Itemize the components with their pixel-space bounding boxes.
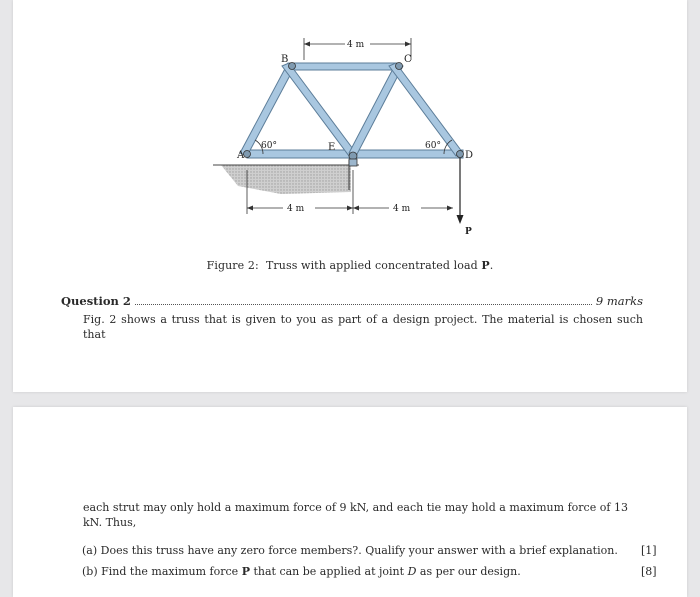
label-c: C — [404, 54, 412, 65]
label-angle-left: 60° — [261, 141, 277, 151]
load-arrow-head — [457, 215, 464, 224]
label-dim-bottom-left: 4 m — [287, 204, 305, 214]
roller-support — [349, 159, 357, 166]
label-load: P — [465, 227, 472, 237]
part-b — [82, 565, 521, 578]
figure-caption — [13, 259, 687, 272]
part-b-bold: P — [241, 565, 250, 578]
dim-top-arrow-right — [405, 42, 411, 47]
dim-bottom-arrow-d — [447, 206, 453, 211]
part-a-label: (a) — [82, 544, 98, 557]
caption-suffix: . — [489, 259, 494, 272]
dim-bottom-arrow-e-left — [347, 206, 353, 211]
part-b-text-before: Find the maximum force — [101, 565, 239, 578]
caption-text: Truss with applied concentrated load — [265, 259, 478, 272]
truss-figure — [13, 0, 687, 250]
part-b-marks: [8] — [641, 565, 657, 578]
member-be — [282, 63, 356, 156]
label-d: D — [465, 150, 474, 161]
question-continuation: each strut may only hold a maximum force of 9 kN, and each tie may hold a maximum force of 13 kN. Thus, — [83, 501, 628, 529]
member-ec — [349, 63, 403, 156]
question-label: Question 2 — [61, 294, 131, 308]
member-top-chord — [289, 63, 398, 70]
part-a — [82, 544, 618, 557]
question-header — [61, 294, 643, 308]
ground-hatch — [221, 165, 351, 194]
joint-d — [457, 151, 464, 158]
label-e: E — [328, 142, 336, 153]
page-1 — [13, 0, 687, 392]
dim-bottom-arrow-a — [247, 206, 253, 211]
part-b-label: (b) — [82, 565, 98, 578]
part-b-italic: D — [407, 565, 417, 578]
label-dim-top: 4 m — [347, 40, 365, 50]
label-b: B — [281, 54, 289, 65]
joint-c — [396, 63, 403, 70]
question-marks: 9 marks — [595, 294, 643, 308]
part-b-text-after: as per our design. — [419, 565, 521, 578]
dim-top-arrow-left — [304, 42, 310, 47]
part-b-text-mid: that can be applied at joint — [253, 565, 405, 578]
joint-b — [289, 63, 296, 70]
part-a-marks: [1] — [641, 544, 657, 557]
question-leader-dots — [135, 296, 592, 305]
joint-a — [244, 151, 251, 158]
part-a-text: Does this truss have any zero force members?. Qualify your answer with a brief explanation. — [100, 544, 618, 557]
label-a: A — [237, 150, 245, 161]
caption-prefix: Figure 2: — [206, 259, 259, 272]
caption-bold: P — [481, 259, 490, 272]
dim-bottom-arrow-e-right — [353, 206, 359, 211]
label-dim-bottom-right: 4 m — [393, 204, 411, 214]
label-angle-right: 60° — [425, 141, 441, 151]
question-intro: Fig. 2 shows a truss that is given to you as part of a design project. The material is chosen such that — [83, 313, 643, 341]
